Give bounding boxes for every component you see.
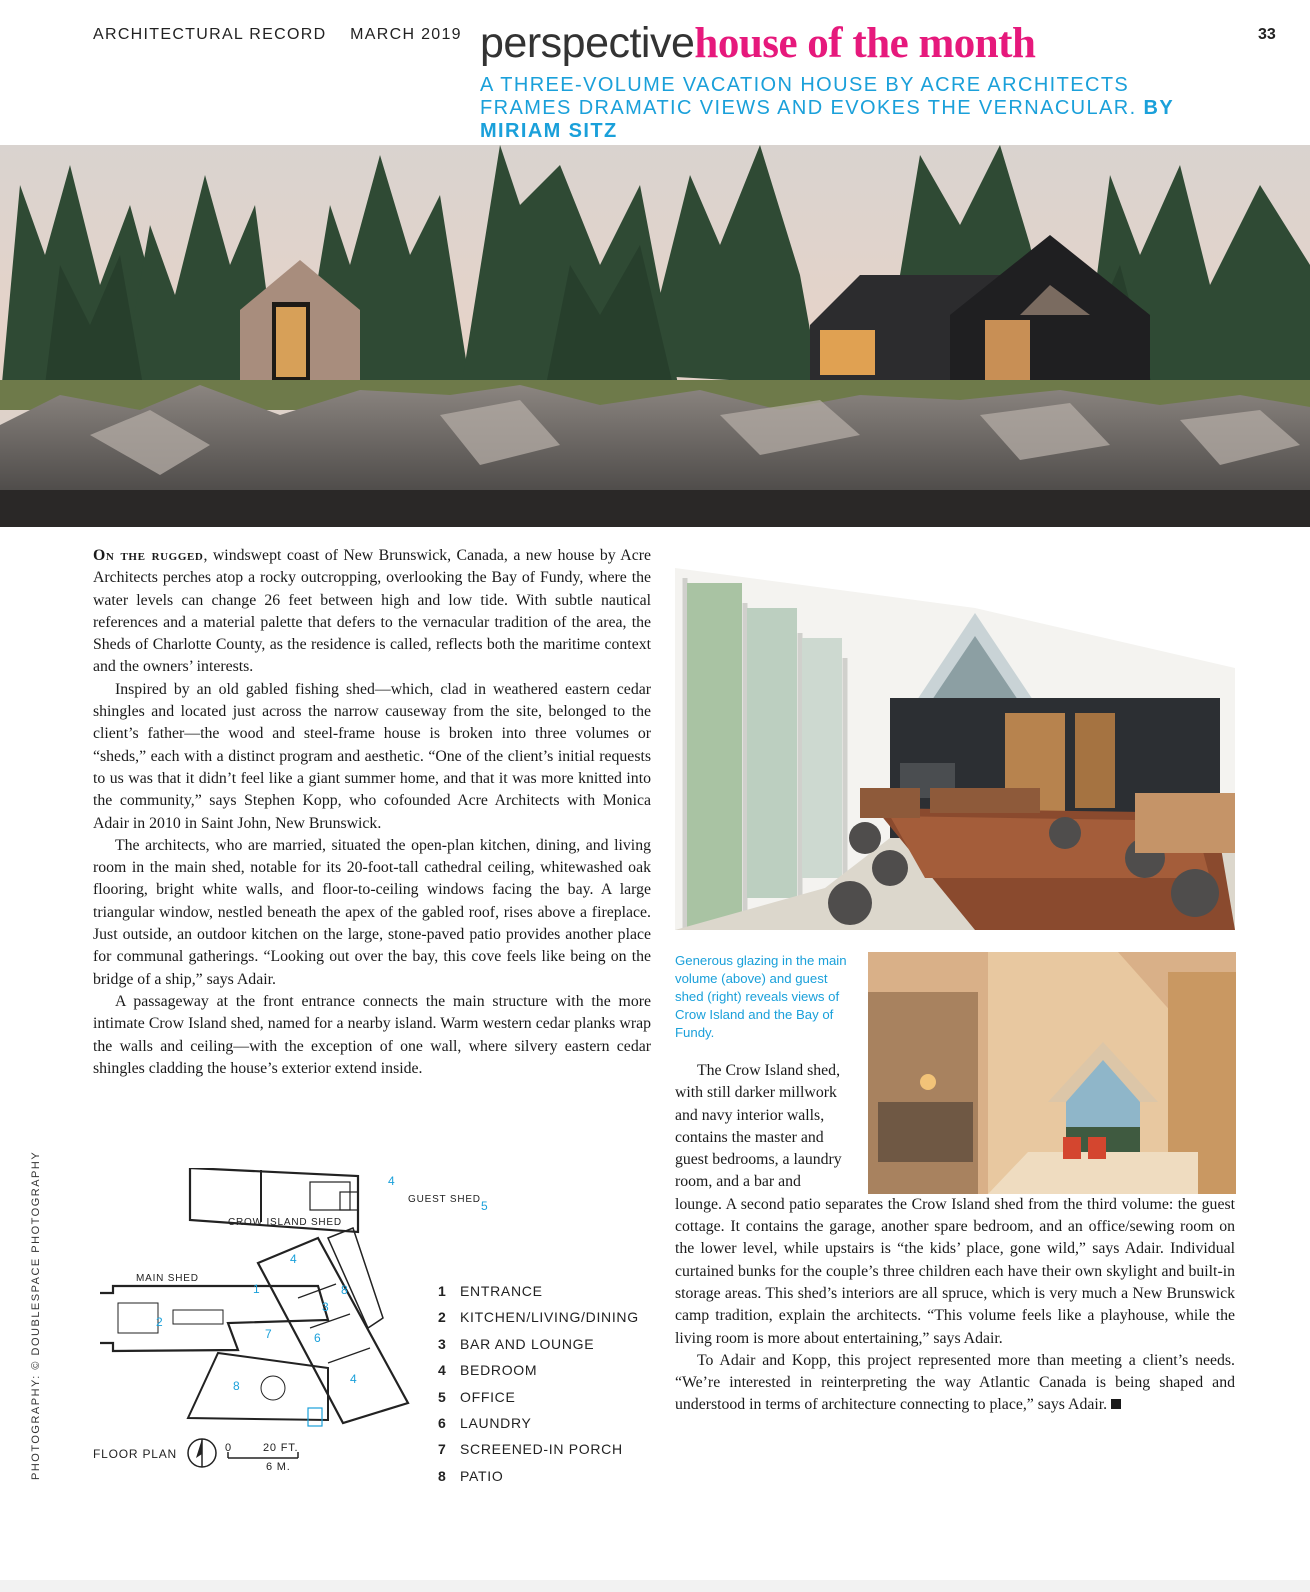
- room-number: 4: [290, 1252, 297, 1266]
- room-number: 4: [350, 1372, 357, 1386]
- floor-plan-title: FLOOR PLAN: [93, 1447, 178, 1461]
- paragraph-5-continued: lounge. A second patio separates the Crow Island shed from the third volume: the guest cottage. It contains the garage, another spare bedroom, and an office/sewing room on the lower level, while upstairs is “the kids’ place, gone wild,” says Adair. Individual curtained bunks for the couple’s three children each have their own skylight and built-in storage areas. This shed’s interiors are all spruce, which is very much a New Brunswick camp tradition, explain the architects. “This volume feels like a playhouse, while the living room is more about entertaining,” says Adair.: [675, 1195, 1235, 1347]
- legend-label: KITCHEN/LIVING/DINING: [460, 1309, 639, 1326]
- legend-label: LAUNDRY: [460, 1414, 532, 1431]
- legend-item: [438, 1384, 639, 1410]
- room-number: 6: [314, 1331, 321, 1345]
- byline: BY MIRIAM SITZ: [480, 97, 1174, 142]
- paragraph-1-text: , windswept coast of New Brunswick, Canada, a new house by Acre Architects perches atop a rocky outcropping, overlooking the Bay of Fundy, where the water levels can change 26 feet between high and low tide. With subtle nautical references and a material palette that defers to the vernacular tradition of the area, the Sheds of Charlotte County, as the residence is called, reflects both the maritime context and the owners’ interests.: [93, 547, 651, 676]
- room-number: 8: [341, 1283, 348, 1297]
- label-guest-shed: GUEST SHED: [408, 1194, 481, 1205]
- room-number: 3: [322, 1300, 329, 1314]
- article-body-right: [675, 1060, 1235, 1417]
- photo-credit: PHOTOGRAPHY: © DOUBLESPACE PHOTOGRAPHY: [30, 1150, 42, 1480]
- hero-exterior-photo: [0, 145, 1310, 527]
- paragraph-3: The architects, who are married, situated the open-plan kitchen, dining, and living room in the main shed, notable for its 20-foot-tall cathedral ceiling, whitewashed oak flooring, bright white walls, and floor-to-ceiling windows facing the bay. A large triangular window, nestled beneath the apex of the gabled roof, rises above a fireplace. Just outside, an outdoor kitchen on the large, stone-paved patio provides another place for communal gatherings. “Looking out over the bay, this cove feels like being on the bridge of a ship,” says Adair.: [93, 836, 651, 988]
- legend-label: SCREENED-IN PORCH: [460, 1441, 623, 1458]
- room-number: 5: [481, 1199, 488, 1213]
- label-crow-island-shed: CROW ISLAND SHED: [228, 1217, 342, 1228]
- legend-number: 7: [438, 1441, 447, 1458]
- running-head: [93, 26, 480, 44]
- floor-plan-legend: [438, 1278, 639, 1489]
- label-main-shed: MAIN SHED: [136, 1273, 199, 1284]
- closing-paragraph: [675, 1350, 1235, 1417]
- lead-in: On the rugged: [93, 547, 204, 564]
- publication-name: ARCHITECTURAL RECORD: [93, 26, 327, 43]
- legend-label: BEDROOM: [460, 1362, 538, 1379]
- legend-number: 8: [438, 1467, 447, 1484]
- scale-meters: 6 M.: [266, 1461, 291, 1473]
- scale-zero: 0: [225, 1442, 232, 1454]
- page-bottom-edge: [0, 1580, 1310, 1592]
- legend-item: [438, 1410, 639, 1436]
- room-number: 1: [253, 1282, 260, 1296]
- article-body-left: [93, 545, 651, 1080]
- photo-caption: Generous glazing in the main volume (above) and guest shed (right) reveals views of Crow Island and the Bay of Fundy.: [675, 953, 847, 1040]
- main-volume-interior-photo: [675, 548, 1235, 930]
- legend-item: [438, 1304, 639, 1330]
- issue-date: MARCH 2019: [350, 26, 462, 43]
- legend-number: 2: [438, 1309, 447, 1326]
- legend-label: BAR AND LOUNGE: [460, 1335, 595, 1352]
- end-mark: [1111, 1399, 1121, 1409]
- legend-label: PATIO: [460, 1467, 504, 1484]
- legend-number: 1: [438, 1283, 447, 1299]
- legend-number: 3: [438, 1335, 447, 1352]
- legend-item: [438, 1278, 639, 1304]
- article-deck: [480, 74, 1180, 143]
- room-number: 7: [265, 1327, 272, 1341]
- paragraph-1: [93, 545, 651, 679]
- deck-text: A THREE-VOLUME VACATION HOUSE BY ACRE ARCHITECTS FRAMES DRAMATIC VIEWS AND EVOKES THE VERNACULAR.: [480, 74, 1137, 119]
- page-number: 33: [1258, 26, 1276, 43]
- scale-feet: 20 FT.: [263, 1442, 299, 1454]
- paragraph-5-start: The Crow Island shed, with still darker millwork and navy interior walls, contains the master and guest bedrooms, a laundry room, and a bar and: [675, 1062, 842, 1191]
- legend-number: 5: [438, 1388, 447, 1405]
- room-number: 2: [156, 1315, 163, 1329]
- legend-item: [438, 1357, 639, 1383]
- paragraph-2: Inspired by an old gabled fishing shed—which, clad in weathered eastern cedar shingles and located just across the narrow causeway from the site, belonged to the client’s father—the wood and steel-frame house is broken into three volumes or “sheds,” each with a distinct program and aesthetic. “One of the client’s initial requests to us was that it didn’t feel like a giant summer home, and that it was more knitted into the community,” says Stephen Kopp, who cofounded Acre Architects with Monica Adair in 2010 in Saint John, New Brunswick.: [93, 680, 651, 832]
- department-name: house of the month: [694, 20, 1036, 67]
- legend-number: 4: [438, 1362, 447, 1379]
- floor-plan-diagram: [88, 1168, 488, 1498]
- closing-paragraph-text: To Adair and Kopp, this project represented more than meeting a client’s needs. “We’re interested in reinterpreting the way Atlantic Canada is being shaped and understood in terms of architecture connecting to place,” says Adair.: [675, 1351, 1235, 1414]
- legend-number: 6: [438, 1414, 447, 1431]
- legend-item: [438, 1436, 639, 1462]
- room-number: 4: [388, 1174, 395, 1188]
- paragraph-4: A passageway at the front entrance connects the main structure with the more intimate Crow Island shed, named for a nearby island. Warm western cedar planks wrap the walls and ceiling—with the exception of one wall, where silvery eastern cedar shingles cladding the house’s exterior extend inside.: [93, 992, 651, 1077]
- legend-label: ENTRANCE: [460, 1283, 543, 1299]
- room-number: 8: [233, 1379, 240, 1393]
- legend-item: [438, 1331, 639, 1357]
- department-title: [480, 18, 1035, 69]
- legend-item: [438, 1463, 639, 1489]
- legend-label: OFFICE: [460, 1388, 516, 1405]
- department-kicker: perspective: [480, 19, 695, 67]
